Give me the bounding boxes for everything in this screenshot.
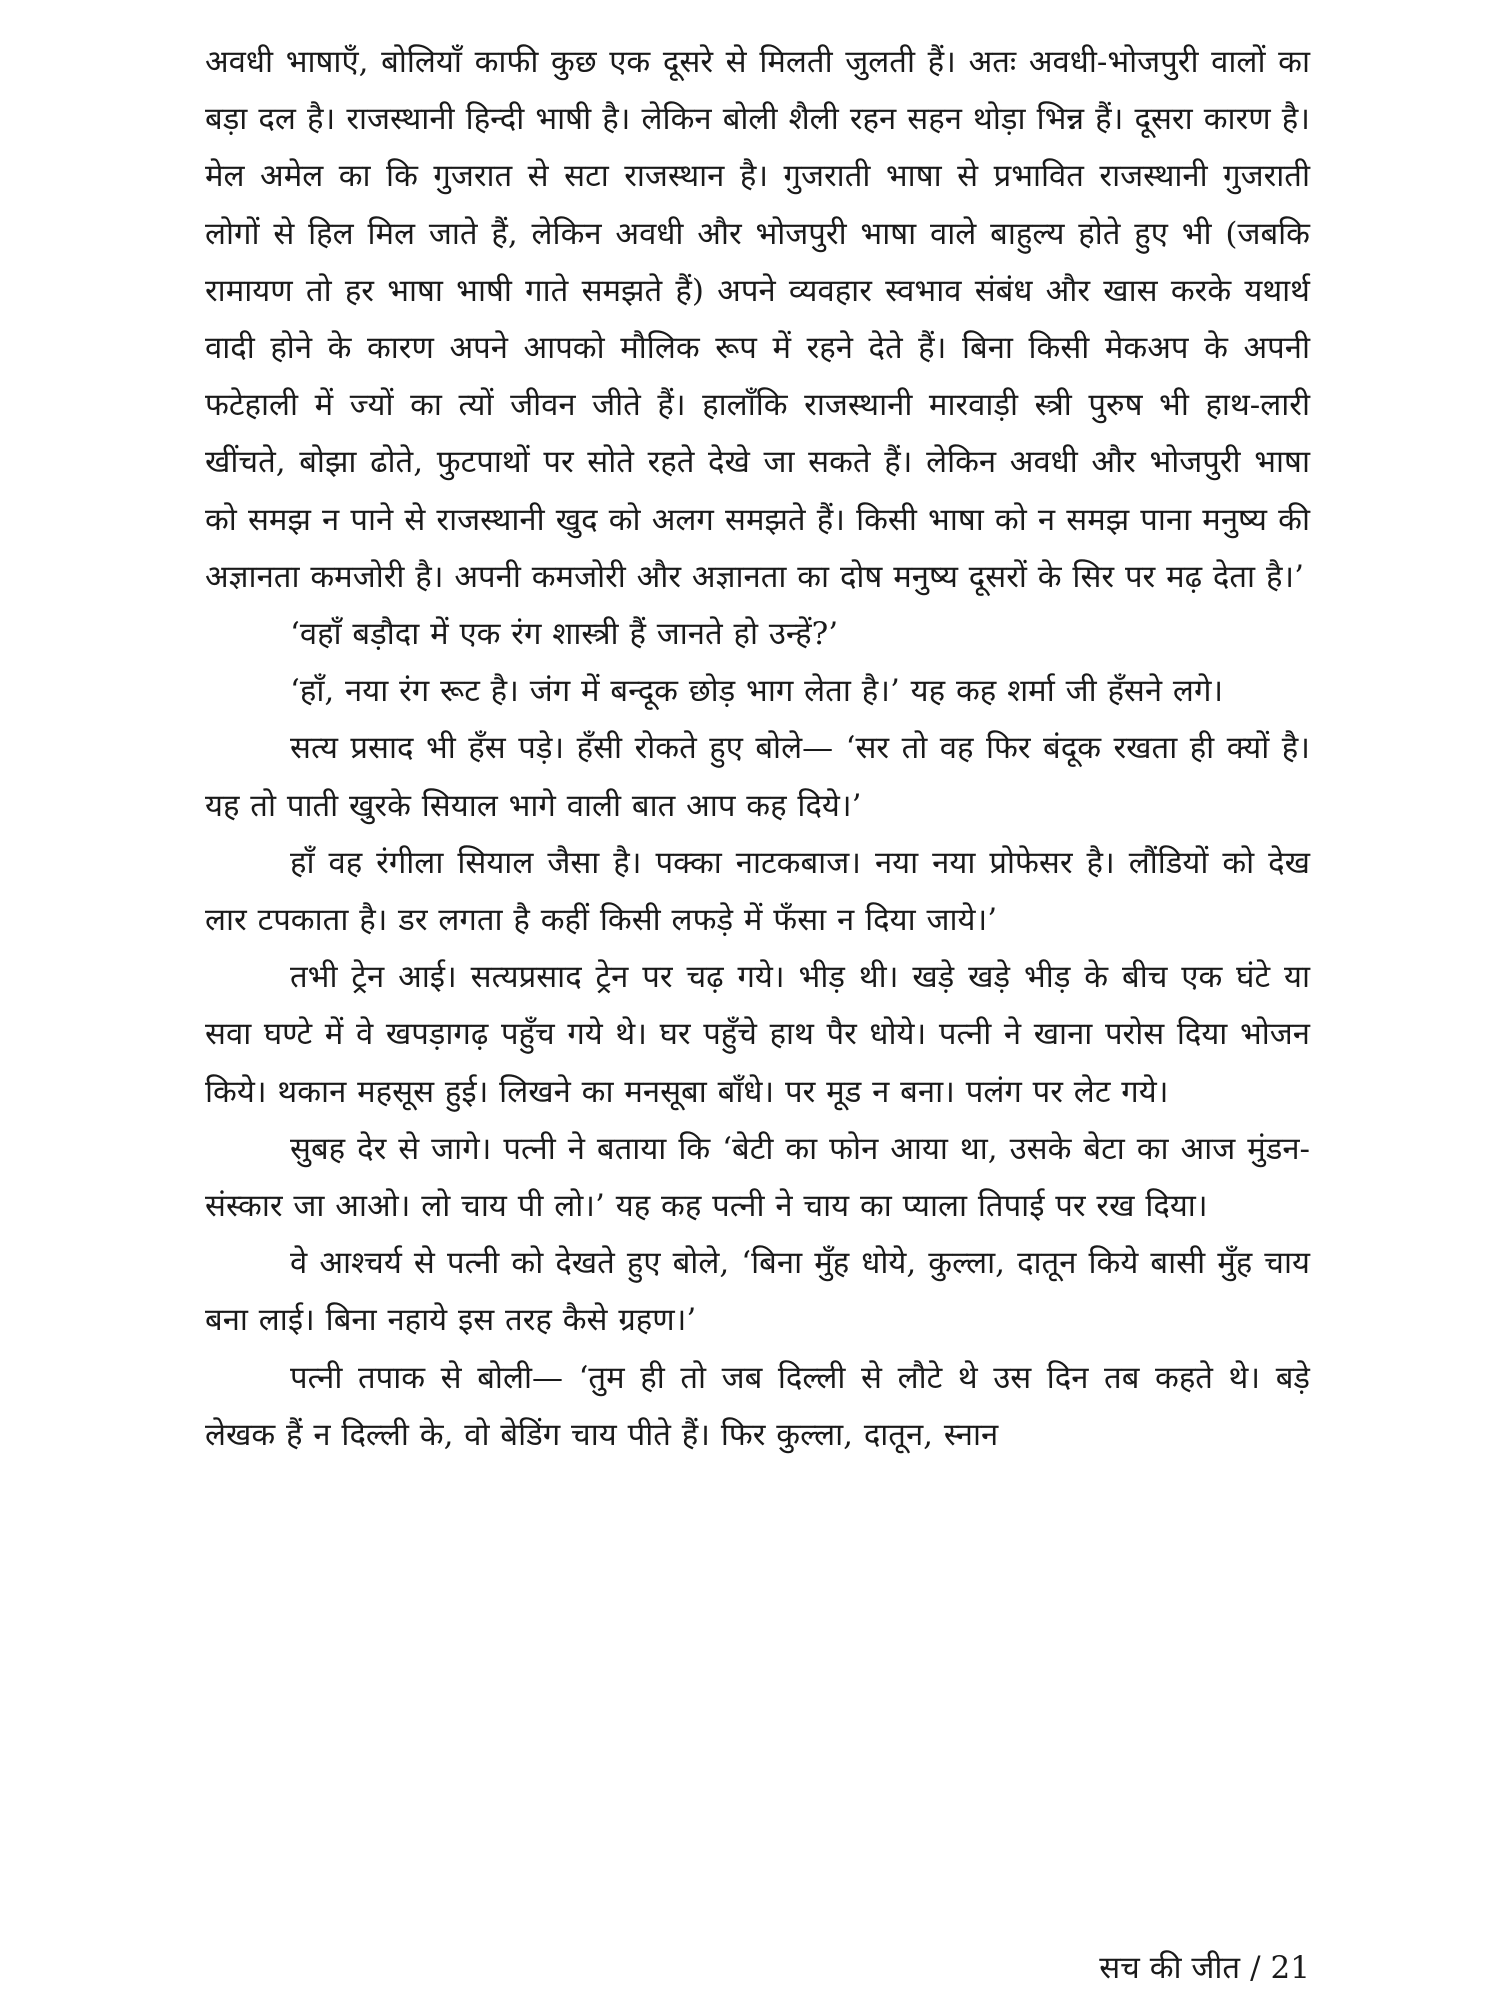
paragraph-6: तभी ट्रेन आई। सत्यप्रसाद ट्रेन पर चढ़ गये। भीड़ थी। खड़े खड़े भीड़ के बीच एक घंटे या सवा घण्टे में वे खपड़ागढ़ पहुँच गये थे। घर पहुँचे हाथ पैर धोये। पत्नी ने खाना परोस दिया भोजन किये। थकान महसूस हुई। लिखने का मनसूबा बाँधे। पर मूड न बना। पलंग पर लेट गये। <box>205 959 1310 1110</box>
paragraph-7: सुबह देर से जागे। पत्नी ने बताया कि ‘बेटी का फोन आया था, उसके बेटा का आज मुंडन-संस्कार जा आओ। लो चाय पी लो।’ यह कह पत्नी ने चाय का प्याला तिपाई पर रख दिया। <box>205 1130 1310 1225</box>
paragraph-3: ‘हाँ, नया रंग रूट है। जंग में बन्दूक छोड़ भाग लेता है।’ यह कह शर्मा जी हँसने लगे। <box>290 673 1224 710</box>
paragraph-9: पत्नी तपाक से बोली— ‘तुम ही तो जब दिल्ली से लौटे थे उस दिन तब कहते थे। बड़े लेखक हैं न दिल्ली के, वो बेडिंग चाय पीते हैं। फिर कुल्ला, दातून, स्नान <box>205 1359 1310 1453</box>
footer-separator: / <box>1250 1950 1261 1986</box>
footer-book-title: सच की जीत <box>1099 1950 1241 1986</box>
paragraph-1: अवधी भाषाएँ, बोलियाँ काफी कुछ एक दूसरे से मिलती जुलती हैं। अतः अवधी-भोजपुरी वालों का बड़ा दल है। राजस्थानी हिन्दी भाषी है। लेकिन बोली शैली रहन सहन थोड़ा भिन्न हैं। दूसरा कारण है। मेल अमेल का कि गुजरात से सटा राजस्थान है। गुजराती भाषा से प्रभावित राजस्थानी गुजराती लोगों से हिल मिल जाते हैं, लेकिन अवधी और भोजपुरी भाषा वाले बाहुल्य होते हुए भी (जबकि रामायण तो हर भाषा भाषी गाते समझते हैं) अपने व्यवहार स्वभाव संबंध और खास करके यथार्थ वादी होने के कारण अपने आपको मौलिक रूप में रहने देते हैं। बिना किसी मेकअप के अपनी फटेहाली में ज्यों का त्यों जीवन जीते हैं। हालाँकि राजस्थानी मारवाड़ी स्त्री पुरुष भी हाथ-लारी खींचते, बोझा ढोते, फुटपाथों पर सोते रहते देखे जा सकते हैं। लेकिन अवधी और भोजपुरी भाषा को समझ न पाने से राजस्थानी खुद को अलग समझते हैं। किसी भाषा को न समझ पाना मनुष्य की अज्ञानता कमजोरी है। अपनी कमजोरी और अज्ञानता का दोष मनुष्य दूसरों के सिर पर मढ़ देता है।’ <box>205 44 1310 595</box>
page-number: 21 <box>1270 1950 1310 1986</box>
body-text <box>205 34 1310 1464</box>
page-footer <box>1099 1948 1310 1988</box>
paragraph-4: सत्य प्रसाद भी हँस पड़े। हँसी रोकते हुए बोले— ‘सर तो वह फिर बंदूक रखता ही क्यों है। यह तो पाती खुरके सियाल भागे वाली बात आप कह दिये।’ <box>205 730 1310 824</box>
paragraph-8: वे आश्चर्य से पत्नी को देखते हुए बोले, ‘बिना मुँह धोये, कुल्ला, दातून किये बासी मुँह चाय बना लाई। बिना नहाये इस तरह कैसे ग्रहण।’ <box>205 1245 1310 1339</box>
paragraph-2: ‘वहाँ बड़ौदा में एक रंग शास्त्री हैं जानते हो उन्हें?’ <box>290 616 839 653</box>
paragraph-5: हाँ वह रंगीला सियाल जैसा है। पक्का नाटकबाज। नया नया प्रोफेसर है। लौंडियों को देख लार टपकाता है। डर लगता है कहीं किसी लफड़े में फँसा न दिया जाये।’ <box>205 844 1310 939</box>
